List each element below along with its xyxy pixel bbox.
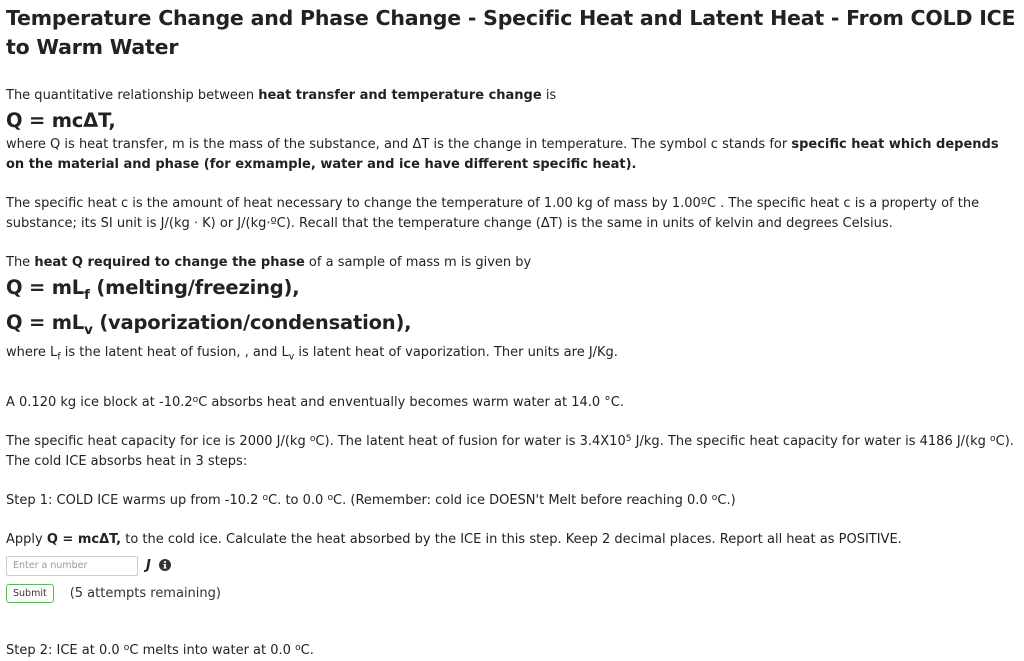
equation-vaporization [6, 310, 1018, 343]
given-text-c: J/kg. The specific heat capacity for water is 4186 J/(kg [631, 433, 991, 449]
spacer [6, 472, 1018, 491]
submit-row [6, 584, 1018, 603]
phase-text: The [6, 255, 35, 270]
step1-text-d: C.) [717, 492, 736, 508]
spacer [6, 603, 1018, 641]
step2-text-b: C melts into water at 0.0 [129, 642, 296, 658]
eq-vapor-label: (vaporization/condensation), [92, 310, 412, 334]
given-text-d: C). [995, 433, 1014, 449]
latent-sub-v: v [288, 350, 295, 362]
spacer [6, 62, 1018, 86]
apply-text-b: to the cold ice. Calculate the heat absorbed by the ICE in this step. Keep 2 decimal places. Report all heat as POSITIVE. [121, 531, 902, 547]
degree-superscript: o [327, 492, 334, 503]
answer-row [6, 554, 1018, 578]
latent-sub-f: f [57, 350, 61, 362]
eq-fusion-main: Q = mL [6, 276, 85, 299]
given-values-paragraph [6, 432, 1018, 472]
page-title: Temperature Change and Phase Change - Specific Heat and Latent Heat - From COLD ICE to Warm Water [6, 6, 1016, 59]
spacer [6, 413, 1018, 432]
steps-intro-text: The cold ICE absorbs heat in 3 steps: [6, 453, 248, 469]
degree-superscript: o [295, 642, 301, 653]
degree-superscript: o [711, 492, 718, 503]
intro-text-end: is [541, 88, 557, 103]
spacer [6, 234, 1018, 253]
degree-superscript: o [990, 433, 996, 444]
degree-superscript: o [123, 642, 130, 653]
spacer [6, 511, 1018, 530]
intro-paragraph [6, 86, 1018, 106]
phase-change-paragraph [6, 253, 1018, 273]
definition-paragraph [6, 135, 1018, 175]
step1-paragraph [6, 491, 1018, 511]
specific-heat-paragraph: The specific heat c is the amount of heat necessary to change the temperature of 1.00 kg of mass by 1.00ºC . The specific heat c is a property of the substance; its SI unit is J/(kg ⋅ K) or J/(kg⋅ºC). Recall that the temperature change (ΔT) is the same in units of kelvin and degrees Celsius. [6, 196, 980, 231]
degree-superscript: o [262, 492, 269, 503]
exponent-superscript: 5 [625, 433, 632, 444]
degree-superscript: o [309, 433, 316, 444]
step1-text-a: Step 1: COLD ICE warms up from -10.2 [6, 492, 263, 508]
step2-text-c: C. [300, 642, 314, 658]
step1-text-c: C. (Remember: cold ice DOESN't Melt before reaching 0.0 [333, 492, 712, 508]
problem-text-a: A 0.120 kg ice block at -10.2 [6, 394, 193, 410]
equation-specific-heat: Q = mcΔT, [6, 109, 116, 132]
eq-fusion-label: (melting/freezing), [89, 276, 300, 299]
eq-vapor-subscript: v [84, 321, 93, 338]
step2-text-a: Step 2: ICE at 0.0 [6, 642, 124, 658]
eq-fusion-subscript: f [84, 286, 90, 303]
latent-text-c: is latent heat of vaporization. Ther units are J/Kg. [294, 344, 618, 360]
given-text-b: C). The latent heat of fusion for water is 3.4X10 [315, 433, 626, 449]
eq-vapor-main: Q = mL [6, 310, 85, 334]
latent-heat-paragraph [6, 343, 1018, 367]
step1-text-b: C. to 0.0 [268, 492, 328, 508]
latent-text-a: where L [6, 344, 58, 360]
latent-text-b: is the latent heat of fusion, , and L [60, 344, 289, 360]
apply-instruction [6, 530, 1018, 550]
given-text-a: The specific heat capacity for ice is 2000 J/(kg [6, 433, 310, 449]
phase-bold-text: heat Q required to change the phase [34, 255, 305, 270]
step2-paragraph [6, 641, 1018, 661]
spacer [6, 367, 1018, 393]
apply-equation: Q = mcΔT, [46, 531, 122, 547]
intro-bold-text: heat transfer and temperature change [258, 88, 542, 103]
unit-label: J [146, 558, 151, 574]
info-circle-icon[interactable] [159, 556, 171, 575]
definition-bold-text: specific heat which depends on the material and phase (for exmample, water and ice have different specific heat). [6, 137, 999, 172]
spacer [6, 175, 1018, 194]
problem-text-b: C absorbs heat and enventually becomes warm water at 14.0 °C. [198, 394, 625, 410]
phase-text-end: of a sample of mass m is given by [304, 255, 532, 270]
intro-text: The quantitative relationship between [6, 88, 259, 103]
problem-statement [6, 393, 1018, 413]
submit-button[interactable]: Submit [6, 584, 54, 603]
equation-fusion [6, 273, 1018, 310]
definition-text: where Q is heat transfer, m is the mass of the substance, and ΔT is the change in temperature. The symbol c stands for [6, 137, 792, 152]
apply-text-a: Apply [6, 531, 47, 547]
attempts-remaining: (5 attempts remaining) [69, 585, 221, 601]
answer-input[interactable] [6, 556, 138, 576]
degree-superscript: o [192, 394, 199, 405]
